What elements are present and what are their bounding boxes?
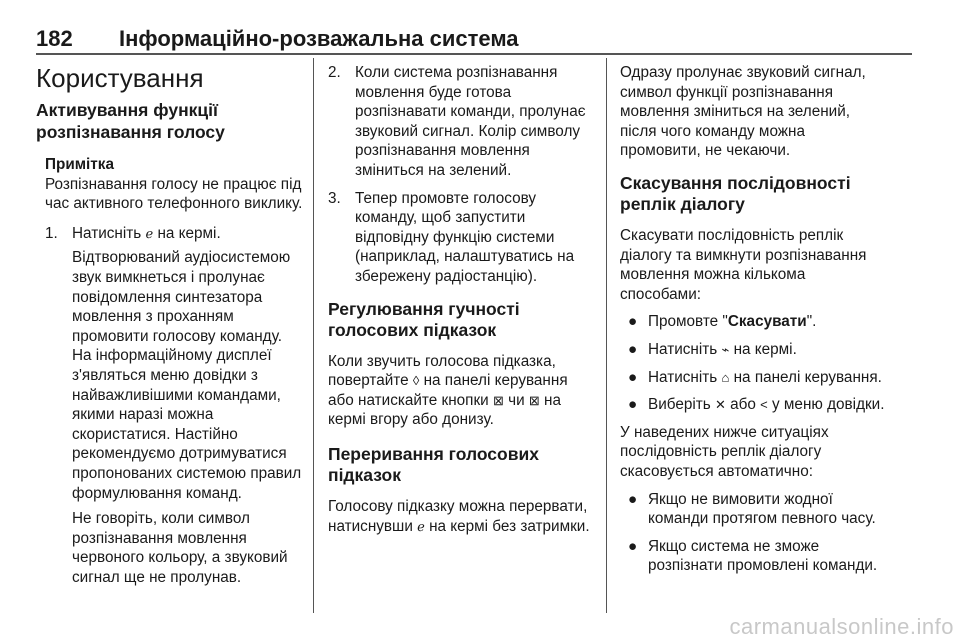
bullet-icon: ● — [628, 490, 638, 508]
heading-cancel: Скасування послідовності реплік діалогу — [620, 172, 851, 215]
watermark: carmanualsonline.info — [729, 614, 954, 639]
volume-up-icon: ⊠ — [492, 392, 504, 408]
volume-text-pre: Коли звучить голосова підказка, повертайте — [328, 352, 556, 390]
step-1-post: на кермі. — [157, 224, 221, 242]
step-3-number: 3. — [328, 189, 341, 207]
list-item — [620, 368, 888, 388]
page-header — [36, 22, 908, 52]
page-number: 182 — [36, 26, 73, 51]
auto-cancel-text: У наведених нижче ситуаціях послідовність реплік діалогу скасовується автоматично: — [620, 423, 829, 480]
bullet-icon: ● — [628, 537, 638, 555]
note-block — [36, 155, 304, 214]
voice-button-icon: ℯ — [145, 225, 154, 241]
step-1-para-2: Не говоріть, коли символ розпізнавання мовлення червоного кольору, а звуковий сигнал ще не пролунав. — [72, 510, 288, 586]
interrupt-text — [328, 497, 590, 536]
b6-text: Якщо система не зможе розпізнати промовлені команди. — [648, 537, 878, 575]
volume-text-post: на кермі вгору або донизу. — [328, 391, 561, 429]
bullet-icon: ● — [628, 313, 638, 331]
bullet-icon: ● — [628, 396, 638, 414]
b3-post: на панелі керування. — [733, 368, 882, 386]
list-item — [620, 340, 888, 360]
header-rule — [36, 53, 912, 55]
step-2-number: 2. — [328, 64, 341, 81]
list-item — [620, 490, 888, 529]
step-2-text: Коли система розпізнавання мовлення буде готова розпізнавати команди, пролунає звуковий сигнал. Колір символу розпізнавання мовлення зміниться на зелений. — [355, 64, 586, 179]
column-3 — [620, 58, 888, 576]
list-item — [620, 537, 888, 576]
b2-post: на кермі. — [733, 340, 797, 358]
b1-pre: Промовте " — [648, 313, 728, 331]
heading-interrupt: Переривання голосових підказок — [328, 443, 539, 486]
section-title: Користування — [36, 63, 204, 93]
interrupt-text-post: на кермі без затримки. — [429, 517, 590, 535]
b2-pre: Натисніть — [648, 340, 718, 358]
step-1 — [36, 224, 304, 588]
volume-text-or: чи — [508, 391, 525, 409]
subtitle-activation: Активування функції розпізнавання голосу — [36, 100, 225, 142]
step-1-pre: Натисніть — [72, 224, 142, 242]
note-title: Примітка — [45, 156, 114, 173]
interrupt-text-pre: Голосову підказку можна перервати, натиснувши — [328, 497, 588, 535]
column-divider-1 — [313, 58, 314, 613]
list-item — [620, 312, 888, 332]
volume-text — [328, 352, 590, 430]
step-3 — [328, 189, 590, 287]
step-2 — [328, 63, 590, 181]
b3-pre: Натисніть — [648, 368, 718, 386]
volume-down-icon: ⊠ — [528, 392, 540, 408]
close-icon: ✕ — [714, 397, 726, 413]
note-text: Розпізнавання голосу не працює під час активного телефонного виклику. — [45, 175, 303, 213]
intro-text: Одразу пролунає звуковий сигнал, символ функції розпізнавання мовлення зміниться на зелений, після чого команду можна промовити, не чекаючи. — [620, 64, 866, 160]
b4-pre: Виберіть — [648, 396, 711, 414]
column-divider-2 — [606, 58, 607, 613]
chapter-title: Інформаційно-розважальна система — [119, 26, 519, 51]
voice-button-icon: ℯ — [417, 518, 425, 534]
column-2 — [328, 58, 590, 536]
bullet-icon: ● — [628, 340, 638, 358]
step-3-text: Тепер промовте голосову команду, щоб запустити відповідну функцію системи (наприклад, налаштуватись на збережену радіостанцію). — [355, 189, 575, 285]
step-1-number: 1. — [45, 224, 58, 242]
home-icon: ⌂ — [721, 369, 730, 385]
b4-or: або — [730, 396, 756, 414]
bullet-icon: ● — [628, 368, 638, 386]
b4-post: у меню довідки. — [772, 396, 885, 414]
b1-bold: Скасувати — [727, 313, 807, 331]
cancel-text: Скасувати послідовність реплік діалогу та вимкнути розпізнавання мовлення можна кількома способами: — [620, 226, 867, 303]
volume-knob-icon: ◊ — [412, 373, 420, 389]
hang-up-icon: ⌁ — [721, 341, 730, 357]
step-1-para-1: Відтворюваний аудіосистемою звук вимкнеться і пролунає повідомлення синтезатора мовлення з проханням промовити голосову команду. На інформаційному дисплеї з'являться меню довідки з найважливішими командами, якими наразі можна скористатися. Настійно рекомендуємо дотримуватися пропонованих системою правил формулювання команд. — [72, 249, 302, 502]
b1-post: ". — [806, 313, 817, 331]
heading-volume: Регулювання гучності голосових підказок — [328, 298, 520, 341]
volume-text-mid: на панелі керування або натискайте кнопки — [328, 372, 568, 409]
b5-text: Якщо не вимовити жодної команди протягом певного часу. — [648, 490, 876, 528]
back-icon: < — [760, 397, 768, 413]
column-1 — [36, 58, 304, 587]
list-item — [620, 395, 888, 415]
